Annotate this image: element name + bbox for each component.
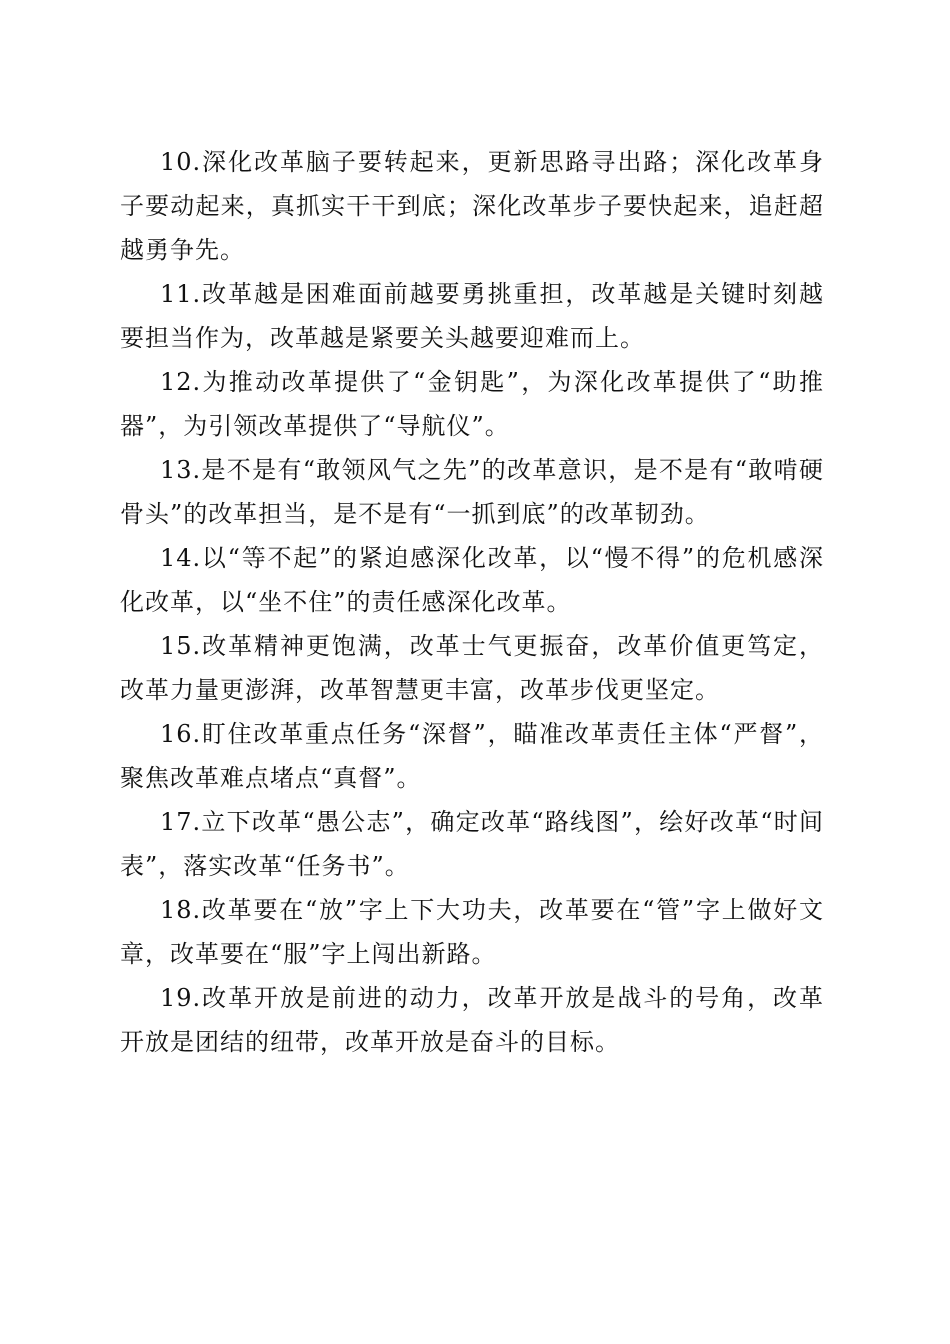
paragraph-13: 13.是不是有“敢领风气之先”的改革意识，是不是有“敢啃硬骨头”的改革担当，是不是有“一抓到底”的改革韧劲。 [120,456,824,528]
document-body [120,140,824,1064]
paragraph-14: 14.以“等不起”的紧迫感深化改革，以“慢不得”的危机感深化改革，以“坐不住”的责任感深化改革。 [120,544,824,616]
paragraph-10: 10.深化改革脑子要转起来，更新思路寻出路；深化改革身子要动起来，真抓实干干到底；深化改革步子要快起来，追赶超越勇争先。 [120,148,824,264]
paragraph-19: 19.改革开放是前进的动力，改革开放是战斗的号角，改革开放是团结的纽带，改革开放是奋斗的目标。 [120,984,824,1056]
paragraph-12: 12.为推动改革提供了“金钥匙”，为深化改革提供了“助推器”，为引领改革提供了“导航仪”。 [120,368,824,440]
paragraph-16: 16.盯住改革重点任务“深督”，瞄准改革责任主体“严督”，聚焦改革难点堵点“真督”。 [120,720,824,792]
paragraph-17: 17.立下改革“愚公志”，确定改革“路线图”，绘好改革“时间表”，落实改革“任务书”。 [120,808,824,880]
paragraph-18: 18.改革要在“放”字上下大功夫，改革要在“管”字上做好文章，改革要在“服”字上闯出新路。 [120,896,824,968]
paragraph-15: 15.改革精神更饱满，改革士气更振奋，改革价值更笃定，改革力量更澎湃，改革智慧更丰富，改革步伐更坚定。 [120,632,824,704]
paragraph-11: 11.改革越是困难面前越要勇挑重担，改革越是关键时刻越要担当作为，改革越是紧要关头越要迎难而上。 [120,280,824,352]
